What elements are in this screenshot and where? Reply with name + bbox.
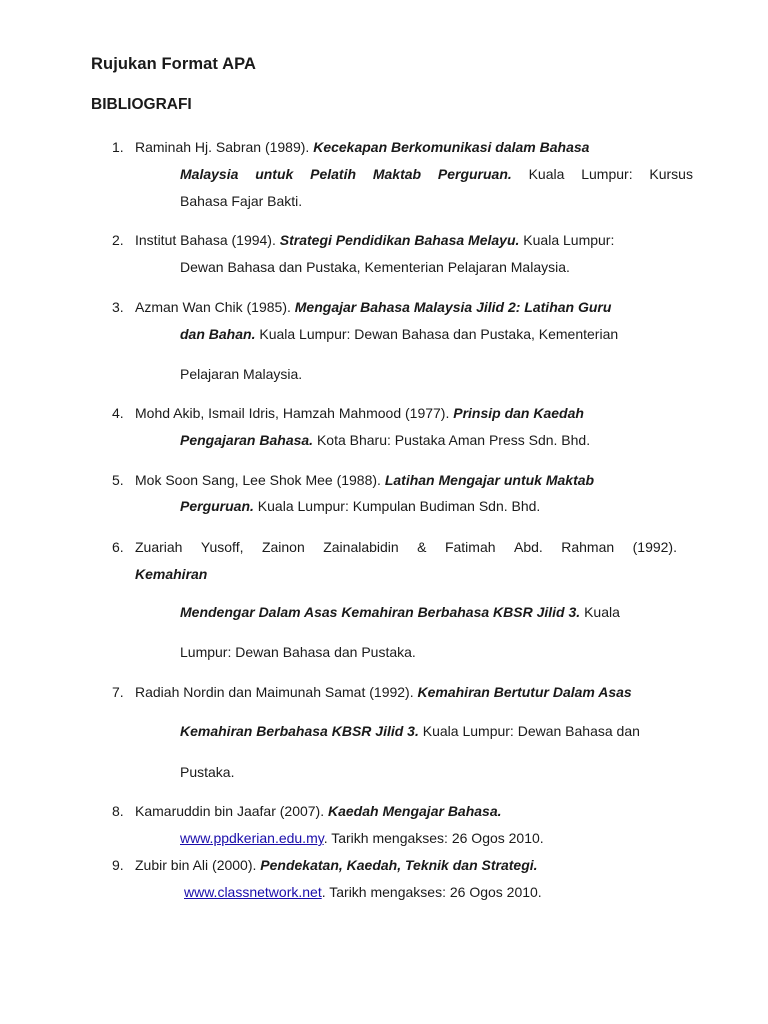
- entry-author: Zubir bin Ali (2000).: [135, 857, 257, 873]
- entry-line: [135, 802, 502, 820]
- entry-author-word: Rahman: [561, 539, 615, 555]
- entry-author-word: Zainalabidin: [323, 539, 399, 555]
- entry-publisher: Bahasa Fajar Bakti.: [180, 193, 303, 209]
- entry-line: [180, 431, 590, 449]
- entry-author-word: (1992).: [632, 539, 677, 555]
- entry-publisher-word: Kursus: [649, 166, 693, 182]
- entry-author: Institut Bahasa (1994).: [135, 232, 276, 248]
- entry-title: dan Bahan.: [180, 326, 256, 342]
- entry-line: [135, 471, 594, 489]
- entry-author: Raminah Hj. Sabran (1989).: [135, 139, 310, 155]
- entry-title-word: Maktab: [372, 166, 422, 182]
- entry-line: [180, 603, 620, 621]
- entry-publisher: Kuala Lumpur: Kumpulan Budiman Sdn. Bhd.: [257, 498, 541, 514]
- entry-author-word: Abd.: [513, 539, 543, 555]
- entry-line: [135, 231, 614, 249]
- entry-line-justified: [180, 165, 693, 183]
- entry-title-word: untuk: [255, 166, 294, 182]
- entry-title-word: Perguruan.: [437, 166, 512, 182]
- entry-title: Kemahiran Berbahasa KBSR Jilid 3.: [180, 723, 419, 739]
- entry-line: [135, 683, 632, 701]
- entry-title: Prinsip dan Kaedah: [453, 405, 584, 421]
- entry-line: [135, 138, 589, 156]
- entry-publisher-word: Lumpur:: [581, 166, 633, 182]
- entry-number: 7.: [112, 684, 124, 700]
- entry-number: 3.: [112, 299, 124, 315]
- entry-line: [180, 497, 540, 515]
- entry-line: [135, 298, 611, 316]
- entry-title: Kecekapan Berkomunikasi dalam Bahasa: [313, 139, 590, 155]
- entry-publisher-word: Kuala: [528, 166, 565, 182]
- entry-author-word: Zainon: [261, 539, 305, 555]
- entry-line: [180, 325, 618, 343]
- entry-number: 4.: [112, 405, 124, 421]
- entry-line: [135, 856, 538, 874]
- entry-author: Mohd Akib, Ismail Idris, Hamzah Mahmood (1977).: [135, 405, 450, 421]
- entry-line: [135, 404, 584, 422]
- entry-author: Kamaruddin bin Jaafar (2007).: [135, 803, 325, 819]
- entry-number: 5.: [112, 472, 124, 488]
- entry-title: Strategi Pendidikan Bahasa Melayu.: [279, 232, 520, 248]
- entry-title: Kaedah Mengajar Bahasa.: [328, 803, 502, 819]
- entry-accessed: . Tarikh mengakses: 26 Ogos 2010.: [323, 830, 544, 846]
- entry-title: Mendengar Dalam Asas Kemahiran Berbahasa KBSR Jilid 3.: [180, 604, 581, 620]
- document-title: Rujukan Format APA: [91, 55, 256, 73]
- entry-number: 6.: [112, 539, 124, 555]
- entry-number: 9.: [112, 857, 124, 873]
- entry-publisher: Kuala Lumpur: Dewan Bahasa dan Pustaka, Kementerian: [259, 326, 619, 342]
- entry-title: Perguruan.: [180, 498, 254, 514]
- bibliography-heading: BIBLIOGRAFI: [91, 96, 192, 113]
- entry-author-word: Fatimah: [444, 539, 496, 555]
- entry-author-word: &: [417, 539, 427, 555]
- entry-number: 1.: [112, 139, 124, 155]
- entry-line: [180, 829, 544, 847]
- entry-author: Radiah Nordin dan Maimunah Samat (1992).: [135, 684, 414, 700]
- entry-title: Pengajaran Bahasa.: [180, 432, 314, 448]
- entry-author: Mok Soon Sang, Lee Shok Mee (1988).: [135, 472, 381, 488]
- entry-publisher: Kota Bharu: Pustaka Aman Press Sdn. Bhd.: [316, 432, 591, 448]
- entry-publisher: Pelajaran Malaysia.: [180, 366, 303, 382]
- entry-line-justified: [135, 538, 677, 556]
- entry-publisher: Kuala Lumpur: Dewan Bahasa dan: [422, 723, 640, 739]
- entry-title: Kemahiran: [135, 566, 208, 582]
- entry-publisher: Dewan Bahasa dan Pustaka, Kementerian Pelajaran Malaysia.: [180, 259, 570, 275]
- entry-title: Pendekatan, Kaedah, Teknik dan Strategi.: [260, 857, 538, 873]
- entry-line: [184, 883, 542, 901]
- entry-title-word: Malaysia: [180, 166, 239, 182]
- entry-title: Kemahiran Bertutur Dalam Asas: [417, 684, 632, 700]
- entry-publisher: Kuala: [584, 604, 620, 620]
- entry-line: [180, 722, 640, 740]
- entry-author-word: Yusoff,: [200, 539, 244, 555]
- entry-link[interactable]: www.classnetwork.net: [184, 884, 322, 900]
- entry-accessed: . Tarikh mengakses: 26 Ogos 2010.: [321, 884, 542, 900]
- entry-title: Mengajar Bahasa Malaysia Jilid 2: Latihan Guru: [294, 299, 612, 315]
- entry-number: 2.: [112, 232, 124, 248]
- entry-number: 8.: [112, 803, 124, 819]
- entry-title-word: Pelatih: [310, 166, 357, 182]
- entry-publisher: Kuala Lumpur:: [523, 232, 615, 248]
- entry-publisher: Pustaka.: [180, 764, 235, 780]
- entry-author-word: Zuariah: [135, 539, 183, 555]
- entry-title: Latihan Mengajar untuk Maktab: [384, 472, 595, 488]
- entry-publisher: Lumpur: Dewan Bahasa dan Pustaka.: [180, 644, 416, 660]
- entry-link[interactable]: www.ppdkerian.edu.my: [180, 830, 324, 846]
- entry-author: Azman Wan Chik (1985).: [135, 299, 291, 315]
